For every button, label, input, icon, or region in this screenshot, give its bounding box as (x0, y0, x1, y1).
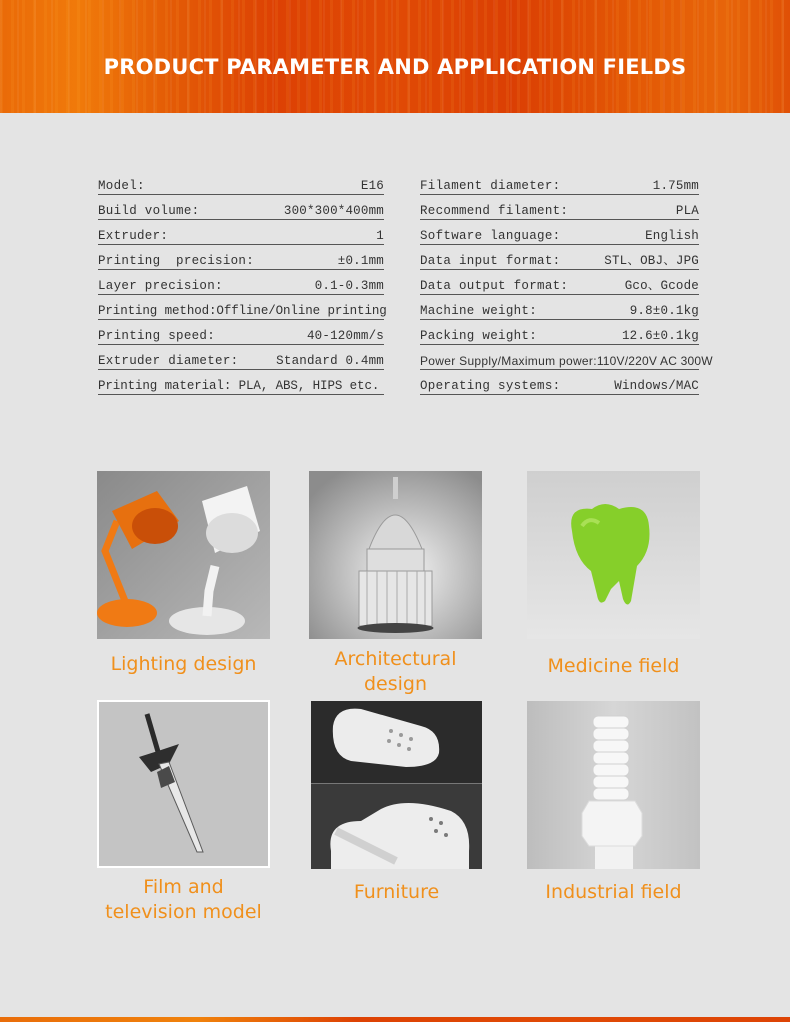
spec-label: Printing speed: (98, 329, 216, 343)
spec-label: Build volume: (98, 204, 200, 218)
spec-column-right (420, 170, 713, 395)
spec-row (98, 320, 384, 345)
bolt-image (527, 701, 700, 869)
spec-value: Standard 0.4mm (276, 354, 384, 368)
spec-value: 110V/220V AC 300W (596, 354, 713, 368)
spec-label: Recommend filament: (420, 204, 569, 218)
spec-value: ±0.1mm (337, 254, 384, 268)
spec-column-left (98, 170, 387, 395)
spec-row (420, 370, 699, 395)
caption-architectural (309, 647, 482, 697)
tooth-image (527, 471, 700, 639)
spec-value: 9.8±0.1kg (629, 304, 699, 318)
spec-value: STL、OBJ、JPG (604, 254, 699, 268)
caption-line: television model (105, 901, 262, 923)
spec-value: 300*300*400mm (283, 204, 384, 218)
spec-value: English (645, 229, 699, 243)
spec-label: Data input format: (420, 254, 561, 268)
spec-label: Model: (98, 179, 145, 193)
spec-row (420, 270, 699, 295)
spec-row (98, 195, 384, 220)
spec-label: Printing precision: (98, 254, 255, 268)
caption-lighting: Lighting design (110, 653, 257, 675)
spec-row (98, 220, 384, 245)
spec-row (98, 295, 387, 320)
spec-label: Power Supply/Maximum power: (420, 354, 597, 368)
footer-bar (0, 1017, 790, 1022)
spec-row (98, 370, 384, 395)
spec-row (420, 295, 699, 320)
spec-label: Software language: (420, 229, 561, 243)
spec-label: Layer precision: (98, 279, 223, 293)
spec-row (98, 170, 384, 195)
spec-value: E16 (360, 179, 384, 193)
header-banner (0, 0, 790, 113)
spec-label: Printing method:Offline/Online printing (98, 304, 387, 318)
spec-row (420, 220, 699, 245)
spec-value: PLA (675, 204, 699, 218)
caption-film (97, 875, 270, 925)
spec-row (98, 245, 384, 270)
spec-label: Printing material: PLA, ABS, HIPS etc. (98, 379, 380, 393)
sword-image (97, 700, 270, 868)
spec-label: Packing weight: (420, 329, 538, 343)
spec-row (420, 245, 699, 270)
clogs-image (311, 701, 482, 869)
spec-value: 1.75mm (652, 179, 699, 193)
caption-industrial: Industrial field (545, 881, 682, 903)
caption-line: Film and (143, 876, 224, 898)
page-title: PRODUCT PARAMETER AND APPLICATION FIELDS (103, 55, 687, 79)
caption-line: design (363, 673, 428, 695)
spec-value: Windows/MAC (614, 379, 699, 393)
spec-label: Machine weight: (420, 304, 538, 318)
spec-row (420, 345, 713, 370)
caption-furniture: Furniture (353, 881, 440, 903)
spec-row (98, 270, 384, 295)
spec-value: Gco、Gcode (624, 279, 699, 293)
spec-label: Extruder diameter: (98, 354, 239, 368)
spec-value: 12.6±0.1kg (621, 329, 699, 343)
spec-value: 0.1-0.3mm (314, 279, 384, 293)
dome-image (309, 471, 482, 639)
caption-medicine: Medicine field (547, 655, 680, 677)
spec-label: Extruder: (98, 229, 169, 243)
spec-label: Filament diameter: (420, 179, 561, 193)
spec-row (420, 195, 699, 220)
spec-label: Data output format: (420, 279, 569, 293)
lamps-image (97, 471, 270, 639)
spec-row (420, 320, 699, 345)
spec-value: 40-120mm/s (306, 329, 384, 343)
caption-line: Architectural (334, 648, 457, 670)
spec-row (420, 170, 699, 195)
spec-row (98, 345, 384, 370)
spec-value: 1 (376, 229, 384, 243)
spec-label: Operating systems: (420, 379, 561, 393)
